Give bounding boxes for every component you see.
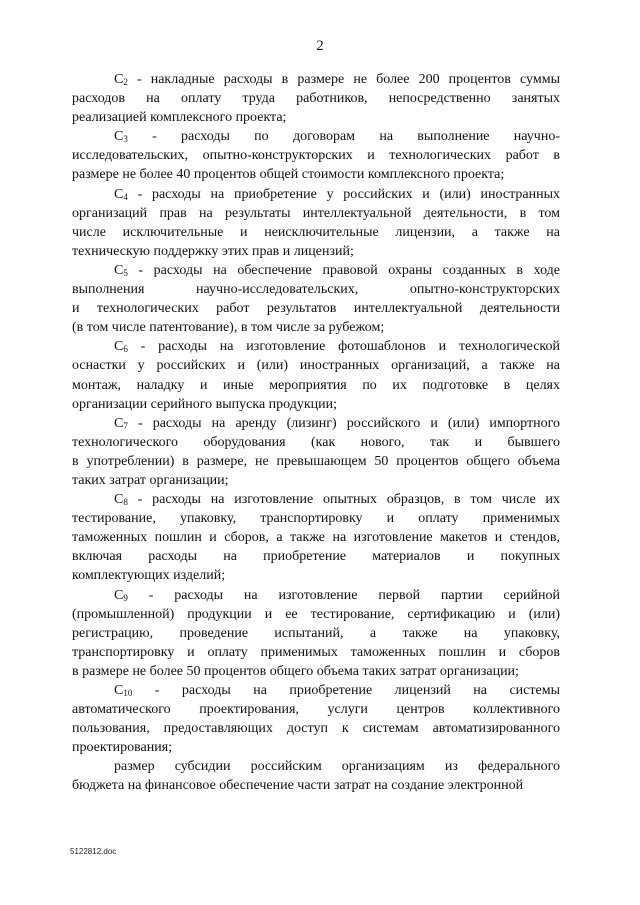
line-text: техническую поддержку этих прав и лицензий; xyxy=(72,243,354,259)
line-text: транспортировку и оплату применимых таможенных пошлин и сборов xyxy=(72,644,560,660)
paragraph-line xyxy=(72,337,560,356)
line-text: размер субсидии российским организациям из федерального xyxy=(114,759,560,775)
paragraph-line xyxy=(72,471,560,490)
paragraph-line xyxy=(72,586,560,605)
line-text: - расходы на обеспечение правовой охраны созданных в ходе xyxy=(127,262,560,278)
paragraph xyxy=(72,414,560,490)
line-text: - расходы на приобретение у российских и (или) иностранных xyxy=(127,186,560,202)
page-number: 2 xyxy=(316,38,324,54)
cost-symbol-index: 8 xyxy=(123,497,128,508)
line-text: - расходы на изготовление фотошаблонов и технологической xyxy=(127,339,560,355)
paragraph-line xyxy=(72,261,560,280)
paragraph-line xyxy=(72,165,560,184)
line-text: включая расходы на приобретение материалов и покупных xyxy=(72,549,560,565)
paragraph-line xyxy=(72,452,560,471)
cost-symbol: $C_5$ xyxy=(114,262,128,278)
cost-symbol-index: 7 xyxy=(123,420,128,431)
document-body xyxy=(72,70,560,796)
paragraph xyxy=(72,490,560,585)
paragraph xyxy=(72,185,560,261)
paragraph xyxy=(72,127,560,184)
cost-symbol: $C_3$ xyxy=(114,129,128,145)
line-text: монтаж, наладку и иные мероприятия по их подготовке в целях xyxy=(72,377,560,393)
line-text: регистрацию, проведение испытаний, а также на упаковку, xyxy=(72,625,560,641)
paragraph-line xyxy=(72,433,560,452)
cost-symbol: $C_9$ xyxy=(114,587,128,603)
line-text: комплектующих изделий; xyxy=(72,568,226,584)
line-text: - расходы на приобретение лицензий на системы xyxy=(132,683,560,698)
line-text: проектирования; xyxy=(72,740,173,756)
line-text: организации серийного выпуска продукции; xyxy=(72,396,338,412)
paragraph xyxy=(72,681,560,757)
cost-symbol-index: 2 xyxy=(123,77,128,87)
paragraph-line xyxy=(72,280,560,299)
paragraph-line xyxy=(72,242,560,261)
line-text: размере не более 40 процентов общей стоимости комплексного проекта; xyxy=(72,167,505,183)
paragraph-line xyxy=(72,108,560,127)
line-text: - расходы на аренду (лизинг) российского и (или) импортного xyxy=(127,415,560,431)
line-text: в употреблении) в размере, не превышающем 50 процентов общего объема xyxy=(72,453,560,469)
cost-symbol-index: 10 xyxy=(123,688,133,698)
line-text: (промышленной) продукции и ее тестирование, сертификацию и (или) xyxy=(72,606,560,622)
cost-symbol-index: 5 xyxy=(123,267,128,278)
paragraph-line xyxy=(72,566,560,585)
paragraph-line xyxy=(72,318,560,337)
paragraph-line xyxy=(72,127,560,146)
paragraph-line xyxy=(72,509,560,528)
paragraph-line xyxy=(72,146,560,165)
cost-symbol-index: 3 xyxy=(123,134,128,145)
paragraph-line xyxy=(72,376,560,395)
paragraph-line xyxy=(72,395,560,414)
paragraph-line xyxy=(72,700,560,719)
paragraph-line xyxy=(72,528,560,547)
paragraph-line xyxy=(72,356,560,375)
line-text: оснастки у российских и (или) иностранных организаций, а также на xyxy=(72,358,560,374)
cost-symbol: $C_8$ xyxy=(114,492,128,508)
cost-symbol-index: 4 xyxy=(123,191,128,202)
paragraph xyxy=(72,757,560,795)
cost-symbol: $C_{10}$ xyxy=(114,683,133,698)
line-text: - расходы по договорам на выполнение научно- xyxy=(127,129,560,145)
cost-symbol-index: 6 xyxy=(123,344,128,355)
paragraph-line xyxy=(72,414,560,433)
line-text: пользования, предоставляющих доступ к системам автоматизированного xyxy=(72,721,560,737)
paragraph xyxy=(72,586,560,681)
paragraph-line xyxy=(72,70,560,89)
paragraph-line xyxy=(72,643,560,662)
paragraph-line xyxy=(72,185,560,204)
line-text: - накладные расходы в размере не более 200 процентов суммы xyxy=(127,72,560,87)
paragraph xyxy=(72,261,560,337)
paragraph xyxy=(72,337,560,413)
paragraph-line xyxy=(72,662,560,681)
line-text: бюджета на финансовое обеспечение части затрат на создание электронной xyxy=(72,778,524,794)
line-text: таких затрат организации; xyxy=(72,472,229,488)
line-text: - расходы на изготовление первой партии серийной xyxy=(127,587,560,603)
line-text: исследовательских, опытно-конструкторских и технологических работ в xyxy=(72,148,560,164)
paragraph-line xyxy=(72,299,560,318)
paragraph-line xyxy=(72,204,560,223)
cost-symbol: $C_6$ xyxy=(114,339,128,355)
paragraph-line xyxy=(72,719,560,738)
paragraph-line xyxy=(72,547,560,566)
line-text: тестирование, упаковку, транспортировку и оплату применимых xyxy=(72,511,560,527)
line-text: автоматического проектирования, услуги центров коллективного xyxy=(72,702,560,718)
paragraph-line xyxy=(72,223,560,242)
line-text: - расходы на изготовление опытных образцов, в том числе их xyxy=(127,492,560,508)
line-text: расходов на оплату труда работников, непосредственно занятых xyxy=(72,91,560,107)
paragraph-line xyxy=(72,738,560,757)
paragraph-line xyxy=(72,605,560,624)
cost-symbol-index: 9 xyxy=(123,592,128,603)
line-text: (в том числе патентование), в том числе за рубежом; xyxy=(72,320,385,336)
paragraph-line xyxy=(72,681,560,700)
cost-symbol: $C_2$ xyxy=(114,72,128,87)
cost-symbol: $C_4$ xyxy=(114,186,128,202)
line-text: числе исключительные и неисключительные лицензии, а также на xyxy=(72,224,560,240)
line-text: и технологических работ результатов интеллектуальной деятельности xyxy=(72,301,560,317)
paragraph xyxy=(72,70,560,127)
line-text: выполнения научно-исследовательских, опытно-конструкторских xyxy=(72,282,560,298)
paragraph-line xyxy=(72,624,560,643)
paragraph-line xyxy=(72,89,560,108)
cost-symbol: $C_7$ xyxy=(114,415,128,431)
line-text: в размере не более 50 процентов общего объема таких затрат организации; xyxy=(72,663,519,679)
paragraph-line xyxy=(72,776,560,795)
line-text: организаций прав на результаты интеллектуальной деятельности, в том xyxy=(72,205,560,221)
line-text: таможенных пошлин и сборов, а также на изготовление макетов и стендов, xyxy=(72,530,560,546)
line-text: технологического оборудования (как нового, так и бывшего xyxy=(72,434,560,450)
file-name-footer: 5122812.doc xyxy=(70,847,117,856)
line-text: реализацией комплексного проекта; xyxy=(72,110,287,126)
paragraph-line xyxy=(72,757,560,776)
paragraph-line xyxy=(72,490,560,509)
